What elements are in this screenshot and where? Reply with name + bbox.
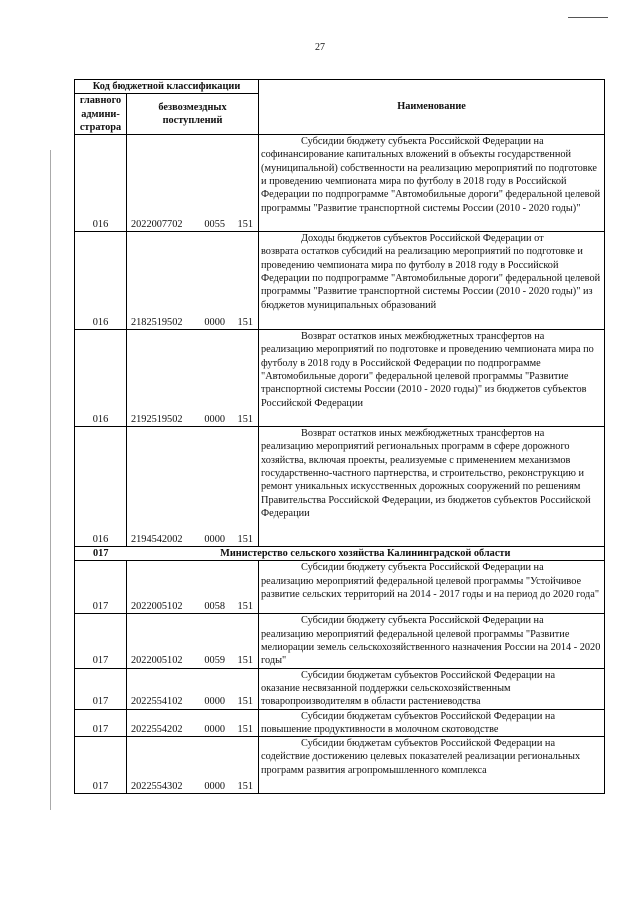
table-row — [75, 709, 605, 737]
ministry-name: Министерство сельского хозяйства Калининградской области — [127, 547, 605, 561]
revenue-code-main: 2022007702 — [131, 218, 183, 230]
ministry-row-017 — [75, 547, 605, 561]
revenue-name-lead: Субсидии бюджетам субъектов Российской Федерации на — [301, 669, 556, 681]
revenue-name-lead: Субсидии бюджету субъекта Российской Федерации на — [301, 136, 544, 148]
scan-edge-line — [50, 150, 51, 810]
table-body-ministry-016 — [75, 135, 605, 547]
revenue-code-kind: 151 — [237, 655, 253, 667]
revenue-code — [127, 135, 259, 232]
ministry-code: 017 — [75, 547, 127, 561]
chief-admin-code: 016 — [75, 330, 127, 427]
revenue-code-main: 2182519502 — [131, 316, 183, 328]
table-row — [75, 668, 605, 709]
page-number: 27 — [315, 42, 325, 53]
revenue-code — [127, 668, 259, 709]
table-row — [75, 614, 605, 668]
revenue-name-rest: оказание несвязанной поддержки сельскохозяйственным товаропроизводителям в области растениеводства — [261, 682, 511, 708]
revenue-name — [259, 709, 605, 737]
revenue-name — [259, 330, 605, 427]
revenue-code-kind: 151 — [237, 218, 253, 230]
revenue-code — [127, 427, 259, 547]
revenue-code-sub: 0055 — [204, 218, 225, 230]
revenue-name-lead: Субсидии бюджетам субъектов Российской Федерации на — [301, 710, 556, 722]
header-revenue: безвозмездных поступлений — [127, 94, 259, 135]
revenue-code-sub: 0000 — [204, 723, 225, 735]
revenue-code — [127, 561, 259, 614]
table-row — [75, 561, 605, 614]
revenue-name-lead: Субсидии бюджетам субъектов Российской Федерации на — [301, 738, 556, 750]
revenue-name-lead: Возврат остатков иных межбюджетных трансфертов на — [301, 428, 545, 440]
revenue-name-lead: Доходы бюджетов субъектов Российской Федерации от — [301, 233, 544, 245]
revenue-name-lead: Субсидии бюджету субъекта Российской Федерации на — [301, 615, 544, 627]
revenue-name — [259, 668, 605, 709]
revenue-code-sub: 0000 — [204, 533, 225, 545]
chief-admin-code: 016 — [75, 232, 127, 330]
revenue-code — [127, 737, 259, 794]
revenue-code-main: 2192519502 — [131, 413, 183, 425]
revenue-name — [259, 427, 605, 547]
revenue-code-kind: 151 — [237, 316, 253, 328]
revenue-code-main: 2022005102 — [131, 601, 183, 613]
chief-admin-code: 017 — [75, 737, 127, 794]
revenue-code-kind: 151 — [237, 696, 253, 708]
revenue-code-sub: 0059 — [204, 655, 225, 667]
revenue-code — [127, 709, 259, 737]
chief-admin-code: 017 — [75, 709, 127, 737]
header-admin: главного админи-стратора — [75, 94, 127, 135]
revenue-code-kind: 151 — [237, 780, 253, 792]
chief-admin-code: 017 — [75, 561, 127, 614]
header-name: Наименование — [259, 80, 605, 135]
revenue-name — [259, 561, 605, 614]
revenue-name — [259, 232, 605, 330]
revenue-code-main: 2022005102 — [131, 655, 183, 667]
revenue-name-rest: реализацию мероприятий федеральной целевой программы "Развитие мелиорации земель сельскохозяйственного назначения России на 2014 - 2020 годы" — [261, 628, 601, 667]
chief-admin-code: 016 — [75, 427, 127, 547]
revenue-code-kind: 151 — [237, 601, 253, 613]
revenue-name-rest: софинансирование капитальных вложений в объекты государственной (муниципальной) собственности на реализацию мероприятий по подготовке и проведению чемпионата мира по футболу в 2018 году в Российской Федерации по подпрограмме "Автомобильные дороги" федеральной целевой программы "Развитие транспортной системы России (2010 - 2020 годы)" — [261, 149, 601, 214]
revenue-code-kind: 151 — [237, 413, 253, 425]
revenue-name-rest: реализацию мероприятий по подготовке и проведению чемпионата мира по футболу в 2018 году в Российской Федерации по подпрограмме "Автомобильные дороги" федеральной целевой программы "Развитие транспортной системы России (2010 - 2020 годы)" из бюджетов субъектов Российской Федерации — [261, 344, 594, 409]
table-row — [75, 135, 605, 232]
revenue-code-sub: 0058 — [204, 601, 225, 613]
revenue-code-main: 2022554302 — [131, 780, 183, 792]
chief-admin-code: 017 — [75, 668, 127, 709]
scan-mark-line — [568, 17, 608, 18]
revenue-name-rest: возврата остатков субсидий на реализацию мероприятий по подготовке и проведению чемпионата мира по футболу в 2018 году в Российской Федерации по подпрограмме "Автомобильные дороги" федеральной целевой программы "Развитие транспортной системы России (2010 - 2020 годы)" из бюджетов муниципальных образований — [261, 246, 601, 311]
revenue-code — [127, 330, 259, 427]
table-row — [75, 330, 605, 427]
revenue-name — [259, 135, 605, 232]
chief-admin-code: 017 — [75, 614, 127, 668]
revenue-name-rest: реализацию мероприятий региональных программ в сфере дорожного хозяйства, включая проекты, реализуемые с применением механизмов государственно-частного партнерства, и строительство, реконструкцию и ремонт уникальных искусственных дорожных сооружений по решениям Правительства Российской Федерации, из бюджетов субъектов Российской Федерации — [261, 441, 591, 519]
revenue-name-lead: Возврат остатков иных межбюджетных трансфертов на — [301, 331, 545, 343]
revenue-code-sub: 0000 — [204, 316, 225, 328]
table-body-ministry-017 — [75, 561, 605, 794]
revenue-code-main: 2022554102 — [131, 696, 183, 708]
budget-classification-table — [74, 79, 605, 794]
revenue-code-kind: 151 — [237, 533, 253, 545]
revenue-name-rest: содействие достижению целевых показателей реализации региональных программ развития агропромышленного комплекса — [261, 751, 581, 776]
revenue-code-sub: 0000 — [204, 413, 225, 425]
revenue-name-rest: повышение продуктивности в молочном скотоводстве — [261, 723, 499, 735]
chief-admin-code: 016 — [75, 135, 127, 232]
revenue-name — [259, 737, 605, 794]
revenue-name-rest: реализацию мероприятий федеральной целевой программы "Устойчивое развитие сельских территорий на 2014 - 2017 годы и на период до 2020 года" — [261, 575, 600, 601]
revenue-code-sub: 0000 — [204, 696, 225, 708]
table-row — [75, 427, 605, 547]
revenue-code — [127, 614, 259, 668]
revenue-code-kind: 151 — [237, 723, 253, 735]
table-row — [75, 232, 605, 330]
table-row — [75, 737, 605, 794]
header-group-title: Код бюджетной классификации — [75, 80, 259, 94]
revenue-code-sub: 0000 — [204, 780, 225, 792]
revenue-name — [259, 614, 605, 668]
revenue-code-main: 2022554202 — [131, 723, 183, 735]
revenue-code-main: 2194542002 — [131, 533, 183, 545]
revenue-name-lead: Субсидии бюджету субъекта Российской Федерации на — [301, 562, 544, 574]
revenue-code — [127, 232, 259, 330]
